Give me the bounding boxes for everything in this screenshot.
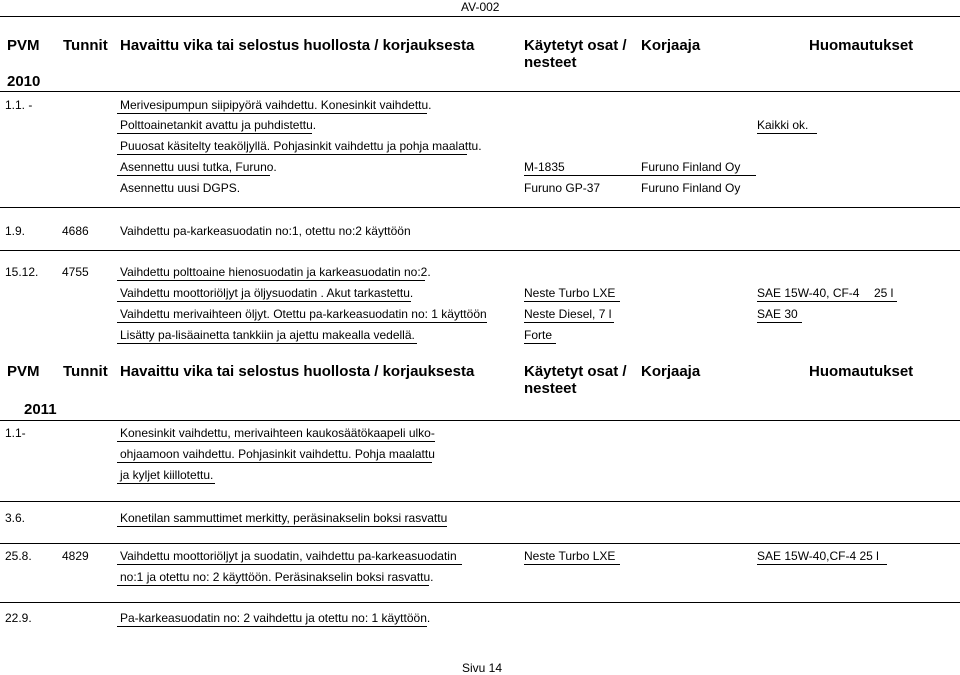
top-rule xyxy=(0,16,960,17)
row-rule xyxy=(117,526,447,527)
header-parts-line2: nesteet xyxy=(524,380,577,397)
description: Konetilan sammuttimet merkitty, peräsinakselin boksi rasvattu xyxy=(120,511,448,525)
row-rule xyxy=(117,626,427,627)
date: 15.12. xyxy=(5,265,39,279)
row-rule xyxy=(0,602,960,603)
header-parts: Käytetyt osat / xyxy=(524,37,627,54)
date: 3.6. xyxy=(5,511,26,525)
header-rule xyxy=(0,91,960,92)
row-rule xyxy=(0,250,960,251)
description: Polttoainetankit avattu ja puhdistettu. xyxy=(120,118,317,132)
remark: SAE 15W-40,CF-4 25 l xyxy=(757,549,879,563)
row-rule xyxy=(117,322,487,323)
row-rule xyxy=(524,343,556,344)
quantity: 25 l xyxy=(874,286,894,300)
header-korjaaja: Korjaaja xyxy=(641,37,701,54)
row-rule xyxy=(117,133,312,134)
row-rule xyxy=(0,543,960,544)
row-rule xyxy=(757,564,887,565)
header-rule xyxy=(0,420,960,421)
header-description: Havaittu vika tai selostus huollosta / korjauksesta xyxy=(120,363,475,380)
header-description: Havaittu vika tai selostus huollosta / korjauksesta xyxy=(120,37,475,54)
description: Merivesipumpun siipipyörä vaihdettu. Konesinkit vaihdettu. xyxy=(120,98,432,112)
hours: 4686 xyxy=(62,224,89,238)
row-rule xyxy=(117,280,425,281)
parts: Furuno GP-37 xyxy=(524,181,601,195)
description: Konesinkit vaihdettu, merivaihteen kaukosäätökaapeli ulko- xyxy=(120,426,435,440)
remark: SAE 15W-40, CF-4 xyxy=(757,286,860,300)
row-rule xyxy=(117,585,429,586)
row-rule xyxy=(117,301,411,302)
repairer: Furuno Finland Oy xyxy=(641,181,741,195)
row-rule xyxy=(117,113,427,114)
year-2010: 2010 xyxy=(7,73,41,90)
description: Vaihdettu moottoriöljyt ja suodatin, vaihdettu pa-karkeasuodatin xyxy=(120,549,457,563)
row-rule xyxy=(117,343,417,344)
date: 1.9. xyxy=(5,224,26,238)
description: Asennettu uusi tutka, Furuno. xyxy=(120,160,277,174)
description: ohjaamoon vaihdettu. Pohjasinkit vaihdettu. Pohja maalattu xyxy=(120,447,435,461)
row-rule xyxy=(117,441,435,442)
row-rule xyxy=(117,483,215,484)
row-rule xyxy=(524,301,620,302)
date: 25.8. xyxy=(5,549,32,563)
parts: Forte xyxy=(524,328,553,342)
parts: M-1835 xyxy=(524,160,565,174)
year-2011: 2011 xyxy=(24,401,57,418)
description: Pa-karkeasuodatin no: 2 vaihdettu ja otettu no: 1 käyttöön. xyxy=(120,611,431,625)
description: Vaihdettu pa-karkeasuodatin no:1, otettu no:2 käyttöön xyxy=(120,224,411,238)
row-rule xyxy=(757,301,897,302)
header-korjaaja: Korjaaja xyxy=(641,363,701,380)
row-rule xyxy=(524,175,756,176)
row-rule xyxy=(0,207,960,208)
header-tunnit: Tunnit xyxy=(63,363,108,380)
row-rule xyxy=(757,322,802,323)
date: 1.1- xyxy=(5,426,26,440)
row-rule xyxy=(117,175,270,176)
parts: Neste Diesel, 7 l xyxy=(524,307,612,321)
hours: 4755 xyxy=(62,265,89,279)
row-rule xyxy=(117,564,462,565)
header-tunnit: Tunnit xyxy=(63,37,108,54)
date: 22.9. xyxy=(5,611,32,625)
description: Vaihdettu moottoriöljyt ja öljysuodatin . Akut tarkastettu. xyxy=(120,286,414,300)
row-rule xyxy=(524,322,614,323)
description: Lisätty pa-lisäainetta tankkiin ja ajettu makealla vedellä. xyxy=(120,328,415,342)
row-rule xyxy=(117,154,467,155)
header-parts-line2: nesteet xyxy=(524,54,577,71)
description: Vaihdettu merivaihteen öljyt. Otettu pa-karkeasuodatin no: 1 käyttöön xyxy=(120,307,487,321)
header-parts: Käytetyt osat / xyxy=(524,363,627,380)
parts: Neste Turbo LXE xyxy=(524,549,616,563)
document-id: AV-002 xyxy=(461,0,500,14)
header-pvm: PVM xyxy=(7,37,40,54)
date: 1.1. - xyxy=(5,98,33,112)
row-rule xyxy=(524,564,620,565)
row-rule xyxy=(0,501,960,502)
remark: Kaikki ok. xyxy=(757,118,809,132)
repairer: Furuno Finland Oy xyxy=(641,160,741,174)
description: Asennettu uusi DGPS. xyxy=(120,181,241,195)
header-huomautukset: Huomautukset xyxy=(809,363,914,380)
description: ja kyljet kiillotettu. xyxy=(120,468,214,482)
parts: Neste Turbo LXE xyxy=(524,286,616,300)
page-number: Sivu 14 xyxy=(462,661,503,675)
header-huomautukset: Huomautukset xyxy=(809,37,914,54)
hours: 4829 xyxy=(62,549,89,563)
description: Vaihdettu polttoaine hienosuodatin ja karkeasuodatin no:2. xyxy=(120,265,431,279)
row-rule xyxy=(117,462,432,463)
description: Puuosat käsitelty teaköljyllä. Pohjasinkit vaihdettu ja pohja maalattu. xyxy=(120,139,482,153)
row-rule xyxy=(757,133,817,134)
remark: SAE 30 xyxy=(757,307,798,321)
header-pvm: PVM xyxy=(7,363,40,380)
description: no:1 ja otettu no: 2 käyttöön. Peräsinakselin boksi rasvattu. xyxy=(120,570,434,584)
